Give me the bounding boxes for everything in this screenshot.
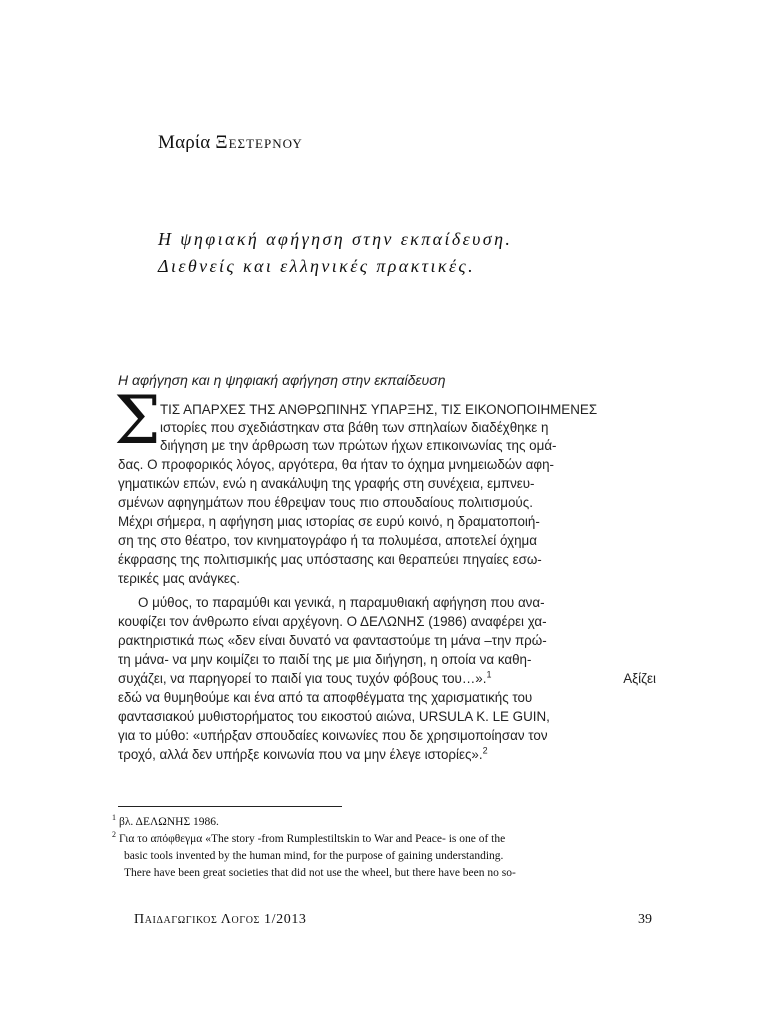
- text-line-with-note: [118, 745, 656, 765]
- footnote-reference-1[interactable]: 1: [486, 669, 492, 680]
- text-line: τροχό, αλλά δεν υπήρξε κοινωνία που να μην έλεγε ιστορίες».: [118, 747, 483, 762]
- text-line: δας. Ο προφορικός λόγος, αργότερα, θα ήταν το όχημα μνημειωδών αφη-: [118, 457, 554, 472]
- text-line: φαντασιακού μυθιστορήματος του εικοστού αιώνα, URSULA K. LE GUIN,: [118, 709, 550, 724]
- footnote-reference-2[interactable]: 2: [482, 745, 488, 756]
- text-line: εδώ να θυμηθούμε και ένα από τα αποφθέγματα της χαρισματικής του: [118, 690, 533, 705]
- text-line: σμένων αφηγημάτων που έθρεψαν τους πιο σπουδαίους πολιτισμούς.: [118, 495, 533, 510]
- text-line: διήγηση με την άρθρωση των πρώτων ήχων επικοινωνίας της ομά-: [160, 438, 557, 453]
- text-line: Ο μύθος, το παραμύθι και γενικά, η παραμυθιακή αφήγηση που ανα-: [138, 595, 545, 610]
- footnote-2-line: Για το απόφθεγμα «The story -from Rumplestiltskin to War and Peace- is one of the: [119, 833, 506, 845]
- footnote-2-line: basic tools invented by the human mind, for the purpose of gaining understanding.: [124, 850, 504, 862]
- drop-cap: Σ: [114, 382, 161, 459]
- text-line: τη μάνα- να μην κοιμίζει το παιδί της με μια διήγηση, η οποία να καθη-: [118, 652, 532, 667]
- author-surname: Ξεστερνου: [215, 132, 303, 153]
- text-line: έκφρασης της πολιτισμικής μας υπόστασης και θεραπεύει πηγαίες εσω-: [118, 552, 542, 567]
- footnote-1-mark: 1: [112, 813, 116, 823]
- text-line-tail: Αξίζει: [623, 671, 656, 686]
- footnote-2-line: There have been great societies that did not use the wheel, but there have been no so-: [124, 867, 516, 879]
- text-line: γηματικών επών, ενώ η ανακάλυψη της γραφής στη συνέχεια, εμπνευ-: [118, 476, 535, 491]
- article-title: [158, 226, 512, 280]
- footnote-1-text: βλ. ΔΕΛΩΝΗΣ 1986.: [119, 816, 219, 828]
- text-line: ιστορίες που σχεδιάστηκαν στα βάθη των σπηλαίων διαδέχθηκε η: [160, 420, 549, 435]
- journal-footer: Παιδαγωγικος Λογος 1/2013: [134, 912, 307, 927]
- footnote-separator: [118, 806, 342, 807]
- text-line: κουφίζει τον άνθρωπο είναι αρχέγονη. Ο ΔΕΛΩΝΗΣ (1986) αναφέρει χα-: [118, 614, 547, 629]
- footnote-2-mark: 2: [112, 830, 116, 840]
- article-title-line-2: Διεθνείς και ελληνικές πρακτικές.: [158, 256, 476, 276]
- text-line: για το μύθο: «υπήρξαν σπουδαίες κοινωνίες που δε χρησιμοποίησαν τον: [118, 728, 548, 743]
- text-line-with-note: [118, 669, 656, 689]
- text-line: τερικές μας ανάγκες.: [118, 571, 241, 586]
- author-name: [158, 132, 303, 154]
- text-line: ρακτηριστικά πως «δεν είναι δυνατό να φανταστούμε τη μάνα –την πρώ-: [118, 633, 547, 648]
- text-line: ΤΙΣ ΑΠΑΡΧΕΣ ΤΗΣ ΑΝΘΡΩΠΙΝΗΣ ΥΠΑΡΞΗΣ, ΤΙΣ ΕΙΚΟΝΟΠΟΙΗΜΕΝΕΣ: [160, 402, 598, 417]
- article-title-line-1: Η ψηφιακή αφήγηση στην εκπαίδευση.: [158, 229, 513, 249]
- author-given-name: Μαρία: [158, 132, 211, 153]
- page-number: 39: [638, 912, 652, 927]
- text-line: ση της στο θέατρο, τον κινηματογράφο ή τα πολυμέσα, αποτελεί όχημα: [118, 533, 537, 548]
- section-heading: Η αφήγηση και η ψηφιακή αφήγηση στην εκπαίδευση: [118, 372, 446, 388]
- footnote-1: [112, 814, 658, 831]
- text-line: Μέχρι σήμερα, η αφήγηση μιας ιστορίας σε ευρύ κοινό, η δραματοποιή-: [118, 514, 540, 529]
- footnote-2: [112, 831, 658, 848]
- text-line: συχάζει, να παρηγορεί το παιδί για τους τυχόν φόβους του…».: [118, 671, 487, 686]
